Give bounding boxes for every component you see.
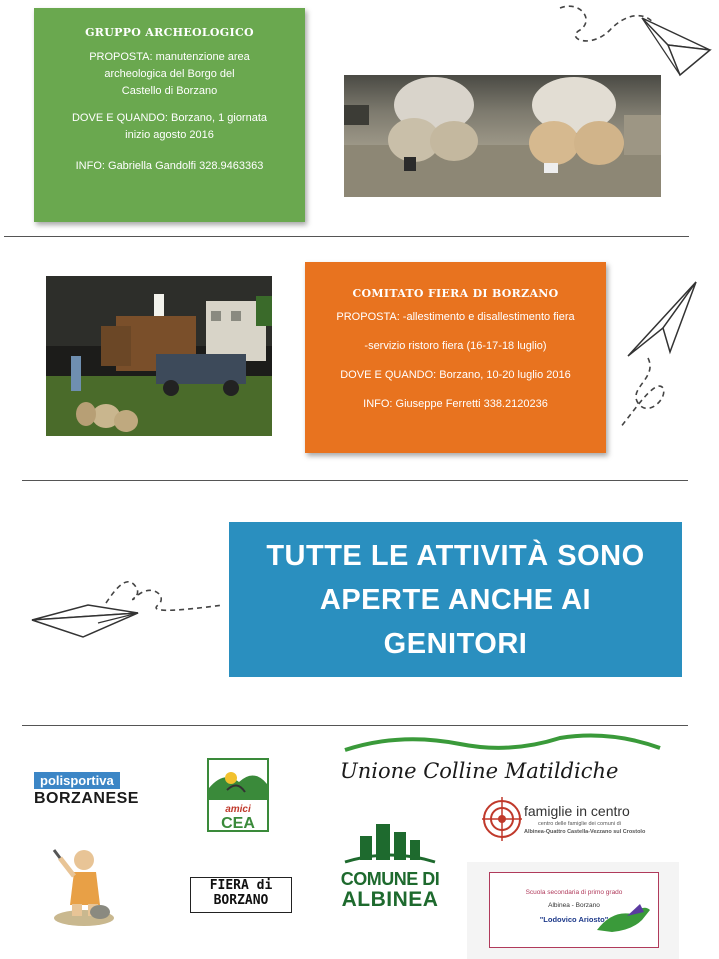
fiera-di-borzano-logo <box>190 877 292 913</box>
polisportiva-label: polisportiva <box>34 772 120 789</box>
famiglie-sub: centro delle famiglie dei comuni di <box>538 821 621 827</box>
polisportiva-borzanese-logo <box>34 772 154 808</box>
card-title: COMITATO FIERA DI BORZANO <box>352 287 559 300</box>
famiglie-in-centro-logo <box>482 797 682 845</box>
card-line: PROPOSTA: -allestimento e disallestimento fiera <box>336 311 575 323</box>
borzanese-label: BORZANESE <box>34 790 139 807</box>
where-line: DOVE E QUANDO: Borzano, 1 giornata <box>71 112 268 124</box>
unione-label: Unione Colline Matildiche <box>340 759 619 783</box>
amici-cea-logo <box>207 758 269 832</box>
divider <box>4 236 689 237</box>
banner-line: APERTE ANCHE AI <box>319 584 592 616</box>
paper-plane-icon <box>608 278 708 438</box>
divider <box>22 480 688 481</box>
proposal-line: archeologica del Borgo del <box>104 68 235 80</box>
target-icon <box>482 797 522 841</box>
banner-line: TUTTE LE ATTIVITÀ SONO <box>266 540 645 572</box>
fiera-line: FIERA di <box>209 878 273 893</box>
card-line: INFO: Giuseppe Ferretti 338.2120236 <box>363 398 548 410</box>
card-line: DOVE E QUANDO: Borzano, 10-20 luglio 2016 <box>340 369 571 381</box>
divider <box>22 725 688 726</box>
scuola-ariosto-logo <box>467 862 679 959</box>
card-title: GRUPPO ARCHEOLOGICO <box>85 26 254 39</box>
cea-label: CEA <box>221 815 255 832</box>
scuola-line: "Lodovico Ariosto" <box>539 915 609 924</box>
archaeology-photo <box>344 75 661 197</box>
card-line: -servizio ristoro fiera (16-17-18 luglio) <box>364 340 547 352</box>
scuola-line: Scuola secondaria di primo grado <box>525 889 623 896</box>
banner-line: GENITORI <box>383 628 528 660</box>
famiglie-title: famiglie in centro <box>524 803 630 819</box>
amici-label: amici <box>225 804 251 815</box>
proposal-line: PROPOSTA: manutenzione area <box>89 51 250 63</box>
unione-colline-logo <box>340 730 665 782</box>
comune-line: ALBINEA <box>341 888 439 911</box>
cea-landscape-icon <box>209 760 267 800</box>
gruppo-archeologico-card <box>34 8 305 222</box>
comitato-fiera-card <box>305 262 606 453</box>
proposal-line: Castello di Borzano <box>121 85 218 97</box>
fiera-line: BORZANO <box>213 893 269 908</box>
fiera-photo <box>46 276 272 436</box>
where-line: inizio agosto 2016 <box>125 129 214 141</box>
comune-line: COMUNE DI <box>340 869 440 889</box>
info-line: INFO: Gabriella Gandolfi 328.9463363 <box>75 160 264 172</box>
castle-icon <box>340 818 440 864</box>
horse-icon <box>592 900 652 940</box>
comune-di-albinea-logo <box>340 818 440 913</box>
caveman-figure-icon <box>40 840 120 930</box>
hills-icon <box>340 730 665 752</box>
famiglie-sub: Albinea-Quattro Castella-Vezzano sul Crostolo <box>524 829 646 835</box>
parents-banner <box>229 522 682 677</box>
scuola-line: Albinea - Borzano <box>548 902 600 909</box>
paper-plane-icon <box>28 575 228 645</box>
